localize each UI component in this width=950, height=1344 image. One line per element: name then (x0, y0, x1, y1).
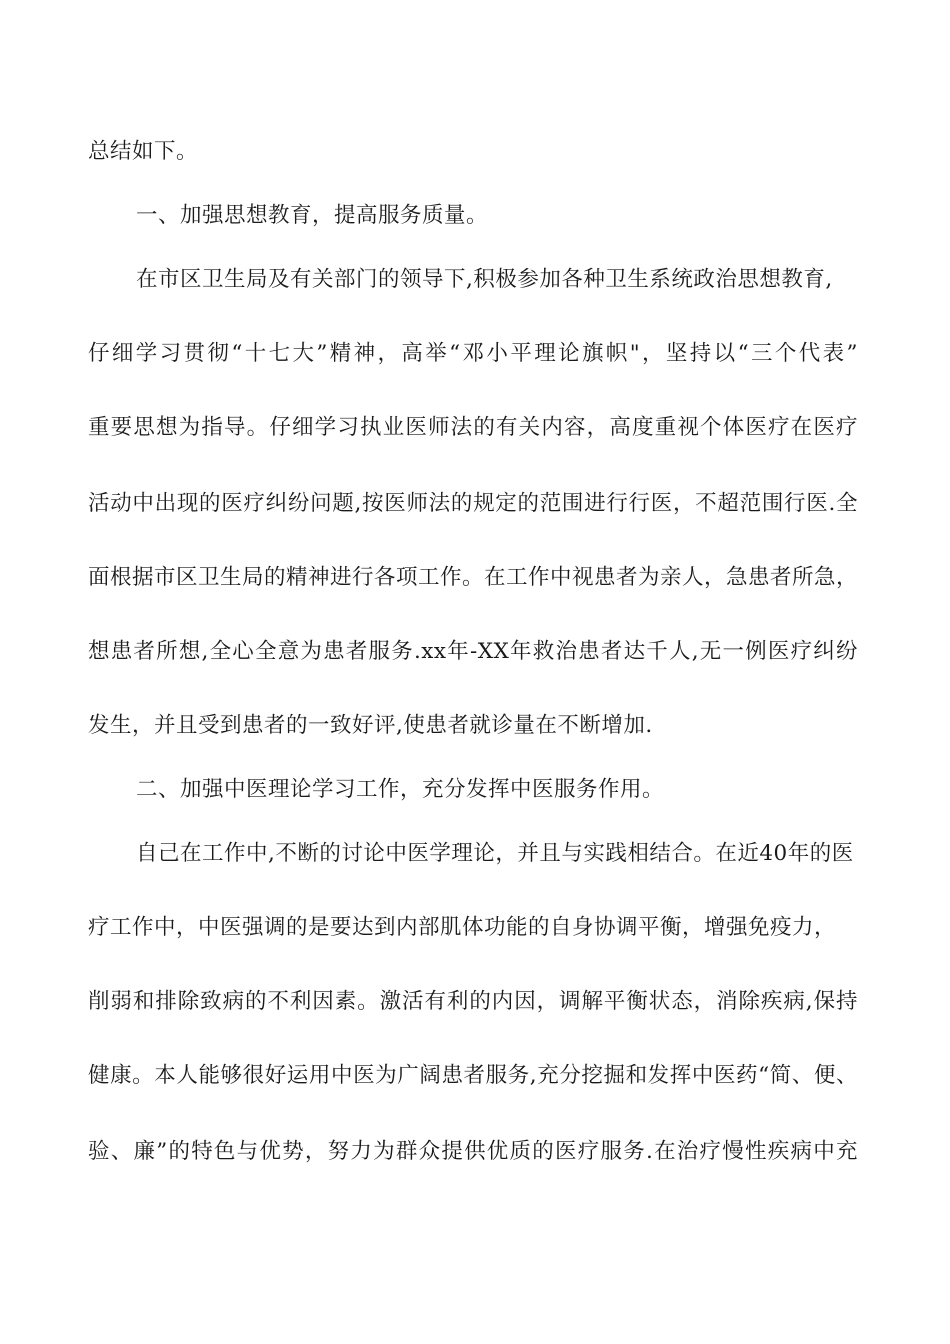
text-line: 发生，并且受到患者的一致好评,使患者就诊量在不断增加. (88, 713, 653, 738)
text-line: 疗工作中，中医强调的是要达到内部肌体功能的自身协调平衡，增强免疫力， (88, 915, 837, 940)
section-heading: 二、加强中医理论学习工作，充分发挥中医服务作用。 (136, 777, 665, 802)
text-line: 重要思想为指导。仔细学习执业医师法的有关内容，高度重视个体医疗在医疗 (88, 415, 858, 440)
text-line: 活动中出现的医疗纠纷问题,按医师法的规定的范围进行行医，不超范围行医.全 (88, 491, 858, 516)
text-line: 仔细学习贯彻“十七大”精神，高举“邓小平理论旗帜"，坚持以“三个代表” (88, 341, 858, 366)
section-heading: 一、加强思想教育，提高服务质量。 (136, 203, 489, 228)
text-line: 想患者所想,全心全意为患者服务.xx年-XX年救治患者达千人,无一例医疗纠纷 (88, 639, 858, 664)
text-line: 面根据市区卫生局的精神进行各项工作。在工作中视患者为亲人，急患者所急， (88, 565, 859, 590)
text-line: 在市区卫生局及有关部门的领导下,积极参加各种卫生系统政治思想教育, (136, 267, 833, 292)
text-line: 验、廉”的特色与优势，努力为群众提供优质的医疗服务.在治疗慢性疾病中充 (88, 1139, 858, 1164)
text-line: 总结如下。 (88, 139, 199, 164)
text-line: 自己在工作中,不断的讨论中医学理论，并且与实践相结合。在近40年的医 (136, 841, 854, 866)
text-line: 削弱和排除致病的不利因素。激活有利的内因，调解平衡状态，消除疾病,保持 (88, 989, 858, 1014)
text-line: 健康。本人能够很好运用中医为广阔患者服务,充分挖掘和发挥中医药“简、便、 (88, 1063, 858, 1088)
